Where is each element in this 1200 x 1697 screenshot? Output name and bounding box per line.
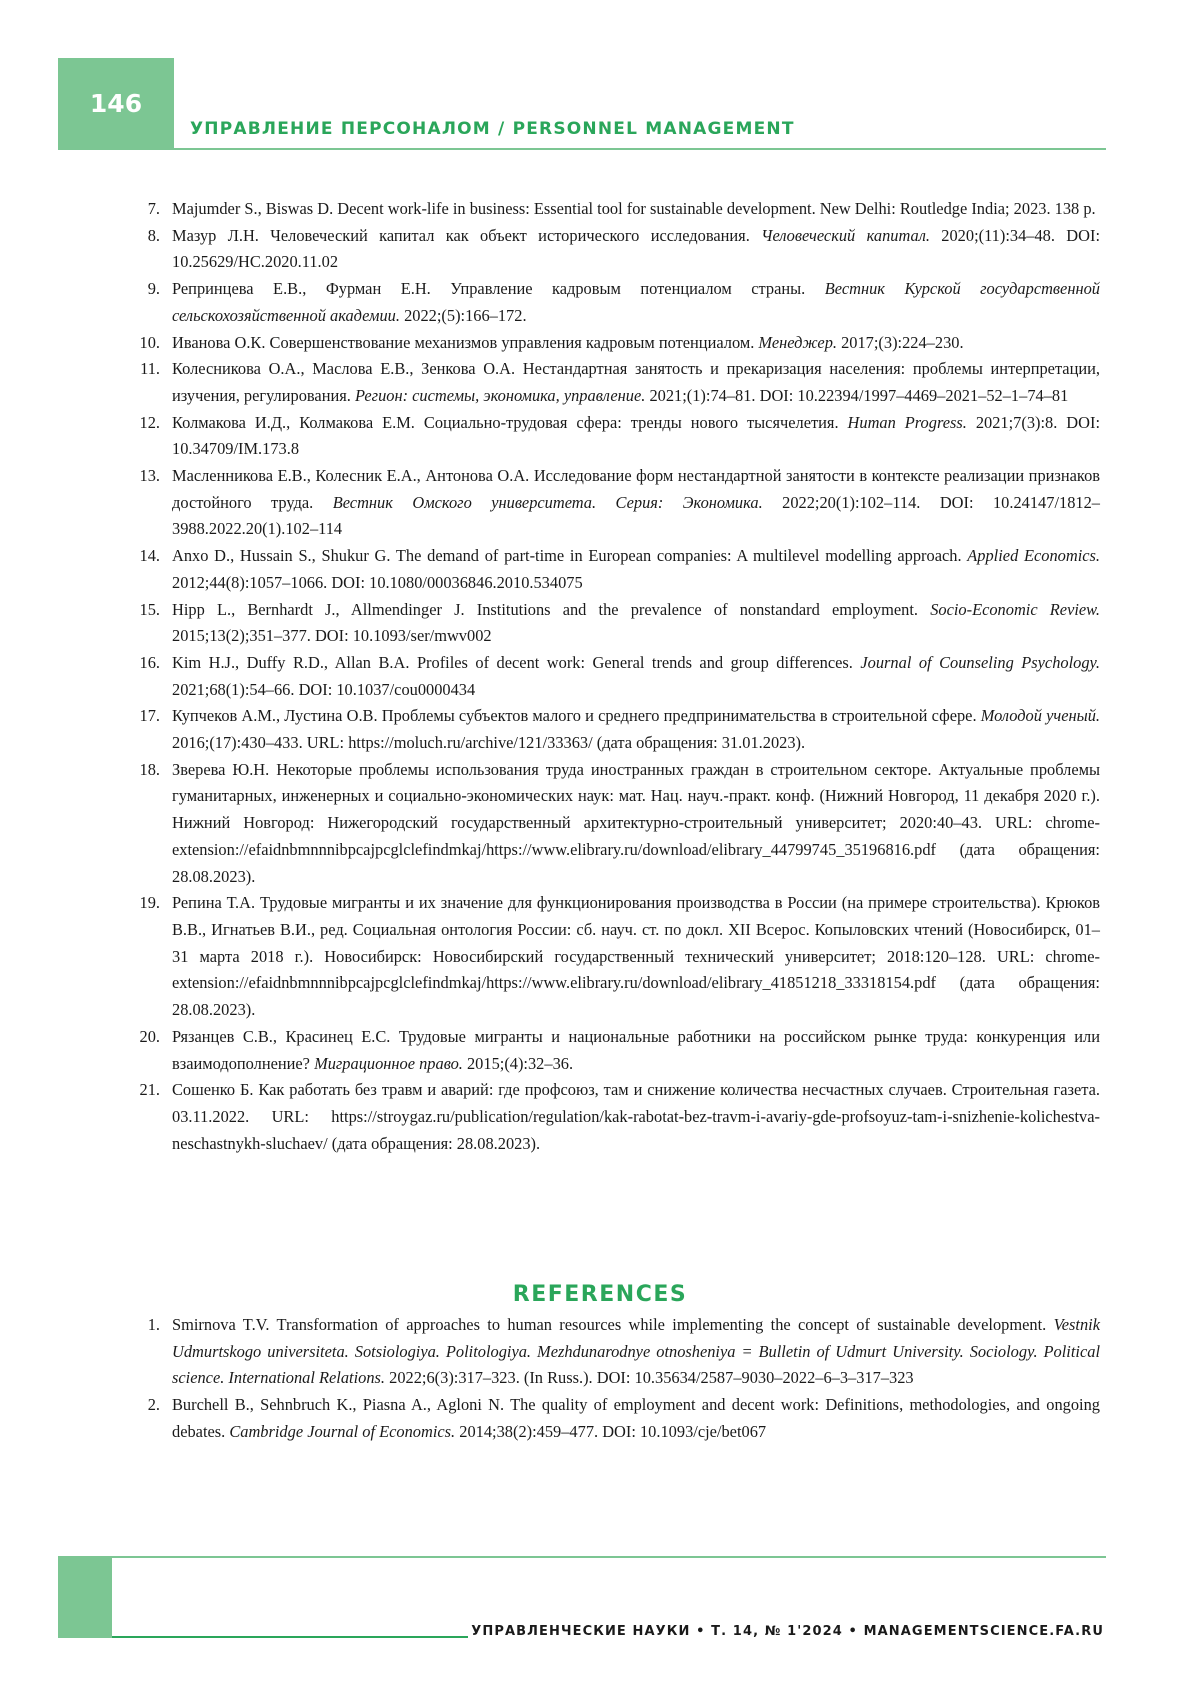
reference-number: 7.: [147, 199, 160, 218]
reference-item: [120, 1024, 1106, 1077]
reference-text: Иванова О.К. Совершенствование механизмов управления кадровым потенциалом.: [172, 332, 759, 352]
reference-item: [120, 1312, 1106, 1392]
reference-text: Купчеков А.М., Лустина О.В. Проблемы субъектов малого и среднего предпринимательства в строительной сфере.: [172, 706, 981, 726]
reference-item: [120, 543, 1106, 596]
reference-text: Репина Т.А. Трудовые мигранты и их значение для функционирования производства в России (на примере строительства). Крюков В.В., Игнатьев В.И., ред. Социальная онтология России: сб. науч. ст. по докл. XII Всерос. Копыловских чтений (Новосибирск, 01–31 марта 2018 г.). Новосибирск: Новосибирский государственный технический университет; 2018:120–128. URL: chrome-extension://efaidnbmnnnibpcajpcglclefindmkaj/https://www.elibrary.ru/download/elibrary_41851218_33318154.pdf (дата обращения: 28.08.2023).: [172, 893, 1100, 1020]
reference-source: Applied Economics.: [967, 546, 1101, 566]
reference-item: [120, 330, 1106, 357]
reference-number: 14.: [139, 546, 160, 566]
journal-section-title: УПРАВЛЕНИЕ ПЕРСОНАЛОМ / PERSONNEL MANAGEMENT: [190, 119, 795, 139]
reference-source: Journal of Counseling Psychology.: [860, 652, 1100, 672]
reference-source: Миграционное право.: [314, 1053, 463, 1073]
reference-number: 17.: [139, 706, 160, 726]
reference-text: Сошенко Б. Как работать без травм и аварий: где профсоюз, там и снижение количества несчастных случаев. Строительная газета. 03.11.2022. URL: https://stroygaz.ru/publication/regulation/kak-rabotat-bez-travm-i-avariy-gde-profsoyuz-tam-i-snizhenie-kolichestva-neschastnykh-sluchaev/ (дата обращения: 28.08.2023).: [172, 1080, 1100, 1153]
reference-item: [120, 276, 1106, 329]
reference-list: [120, 196, 1106, 1157]
reference-details: 2012;44(8):1057–1066. DOI: 10.1080/00036846.2010.534075: [172, 572, 583, 592]
reference-number: 1.: [147, 1315, 160, 1334]
reference-source: Vestnik Udmurtskogo universiteta. Sotsiologiya. Politologiya. Mezhdunarodnye otnosheniya = Bulletin of Udmurt University. Sociology. Political science. International Relations.: [172, 1315, 1100, 1388]
reference-details: 2015;(4):32–36.: [462, 1053, 574, 1073]
reference-item: [120, 223, 1106, 276]
reference-number: 20.: [139, 1026, 160, 1046]
reference-text: Hipp L., Bernhardt J., Allmendinger J. Institutions and the prevalence of nonstandard employment.: [172, 599, 931, 619]
header-divider: [58, 148, 1106, 150]
reference-details: 2017;(3):224–230.: [837, 332, 964, 352]
reference-text: Мазур Л.Н. Человеческий капитал как объект исторического исследования.: [172, 225, 762, 245]
footer-underline: [112, 1636, 468, 1638]
reference-details: 2021;7(3):8. DOI: 10.34709/IM.173.8: [172, 412, 1100, 459]
reference-details: 2022;(5):166–172.: [399, 305, 527, 325]
reference-source: Молодой ученый.: [980, 706, 1100, 726]
reference-number: 10.: [139, 332, 160, 352]
reference-details: 2015;13(2);351–377. DOI: 10.1093/ser/mwv002: [172, 626, 492, 646]
reference-details: 2021;(1):74–81. DOI: 10.22394/1997–4469–2021–52–1–74–81: [645, 385, 1069, 405]
reference-number: 19.: [139, 893, 160, 913]
footer-journal-info: УПРАВЛЕНЧЕСКИЕ НАУКИ • Т. 14, № 1'2024 • MANAGEMENTSCIENCE.FA.RU: [471, 1624, 1104, 1639]
reference-details: 2022;20(1):102–114. DOI: 10.24147/1812–3988.2022.20(1).102–114: [172, 492, 1100, 539]
reference-details: 2014;38(2):459–477. DOI: 10.1093/cje/bet067: [455, 1421, 767, 1441]
reference-details: 2016;(17):430–433. URL: https://moluch.ru/archive/121/33363/ (дата обращения: 31.01.2023).: [172, 733, 806, 753]
reference-item: [120, 463, 1106, 543]
reference-number: 13.: [139, 466, 160, 486]
reference-text: Рязанцев С.В., Красинец Е.С. Трудовые мигранты и национальные работники на российском рынке труда: конкуренция или взаимодополнение?: [172, 1026, 1100, 1073]
reference-item: [120, 650, 1106, 703]
reference-item: [120, 410, 1106, 463]
reference-text: Burchell B., Sehnbruch K., Piasna A., Agloni N. The quality of employment and decent work: Definitions, methodologies, and ongoing debates.: [172, 1395, 1100, 1441]
reference-number: 9.: [147, 279, 160, 299]
reference-details: 2022;6(3):317–323. (In Russ.). DOI: 10.35634/2587–9030–2022–6–3–317–323: [385, 1368, 914, 1388]
reference-source: Человеческий капитал.: [761, 225, 930, 245]
reference-item: [120, 196, 1106, 223]
reference-details: 2021;68(1):54–66. DOI: 10.1037/cou0000434: [172, 679, 476, 699]
reference-number: 2.: [147, 1395, 160, 1415]
reference-text: Majumder S., Biswas D. Decent work-life in business: Essential tool for sustainable development. New Delhi: Routledge India; 2023. 138 p.: [172, 199, 1096, 218]
reference-item: [120, 356, 1106, 409]
reference-source: Регион: системы, экономика, управление.: [354, 385, 646, 405]
reference-source: Human Progress.: [847, 412, 967, 432]
reference-text: Масленникова Е.В., Колесник Е.А., Антонова О.А. Исследование форм нестандартной занятости в контексте реализации признаков достойного труда.: [172, 466, 1100, 512]
reference-number: 21.: [139, 1080, 160, 1100]
reference-item: [120, 703, 1106, 756]
reference-text: Репринцева Е.В., Фурман Е.Н. Управление кадровым потенциалом страны.: [172, 279, 825, 299]
reference-number: 12.: [139, 412, 160, 432]
reference-text: Колмакова И.Д., Колмакова Е.М. Социально-трудовая сфера: тренды нового тысячелетия.: [172, 412, 848, 432]
reference-item: [120, 597, 1106, 650]
references-en-list: [120, 1312, 1106, 1446]
footer-accent-block: [58, 1556, 112, 1638]
reference-item: [120, 1077, 1106, 1157]
reference-source: Вестник Омского университета. Серия: Экономика.: [332, 492, 763, 512]
reference-details: 2020;(11):34–48. DOI: 10.25629/HC.2020.11.02: [172, 225, 1100, 272]
reference-number: 18.: [139, 759, 160, 779]
page-number: 146: [58, 58, 174, 148]
reference-text: Зверева Ю.Н. Некоторые проблемы использования труда иностранных граждан в строительном секторе. Актуальные проблемы гуманитарных, инженерных и социально-экономических наук: мат. Нац. науч.-практ. конф. (Нижний Новгород, 11 декабря 2020 г.). Нижний Новгород: Нижегородский государственный архитектурно-строительный университет; 2020:40–43. URL: chrome-extension://efaidnbmnnnibpcajpcglclefindmkaj/https://www.elibrary.ru/download/elibrary_44799745_35196816.pdf (дата обращения: 28.08.2023).: [172, 759, 1100, 886]
reference-item: [120, 1392, 1106, 1445]
reference-number: 11.: [140, 359, 160, 379]
reference-text: Kim H.J., Duffy R.D., Allan B.A. Profiles of decent work: General trends and group differences.: [172, 652, 861, 672]
reference-source: Менеджер.: [758, 332, 837, 352]
reference-source: Socio-Economic Review.: [930, 599, 1100, 619]
references-heading: REFERENCES: [512, 1282, 688, 1307]
reference-text: Anxo D., Hussain S., Shukur G. The demand of part-time in European companies: A multilevel modelling approach.: [172, 546, 968, 566]
reference-source: Вестник Курской государственной сельскохозяйственной академии.: [172, 279, 1100, 325]
reference-number: 16.: [139, 652, 160, 672]
reference-item: [120, 757, 1106, 891]
reference-source: Cambridge Journal of Economics.: [229, 1421, 456, 1441]
reference-text: Колесникова О.А., Маслова Е.В., Зенкова О.А. Нестандартная занятость и прекаризация населения: проблемы интерпретации, изучения, регулирования.: [172, 359, 1100, 405]
reference-number: 8.: [147, 225, 160, 245]
footer-divider: [58, 1556, 1106, 1558]
reference-text: Smirnova T.V. Transformation of approaches to human resources while implementing the concept of sustainable development.: [172, 1315, 1054, 1334]
reference-number: 15.: [139, 599, 160, 619]
reference-item: [120, 890, 1106, 1024]
